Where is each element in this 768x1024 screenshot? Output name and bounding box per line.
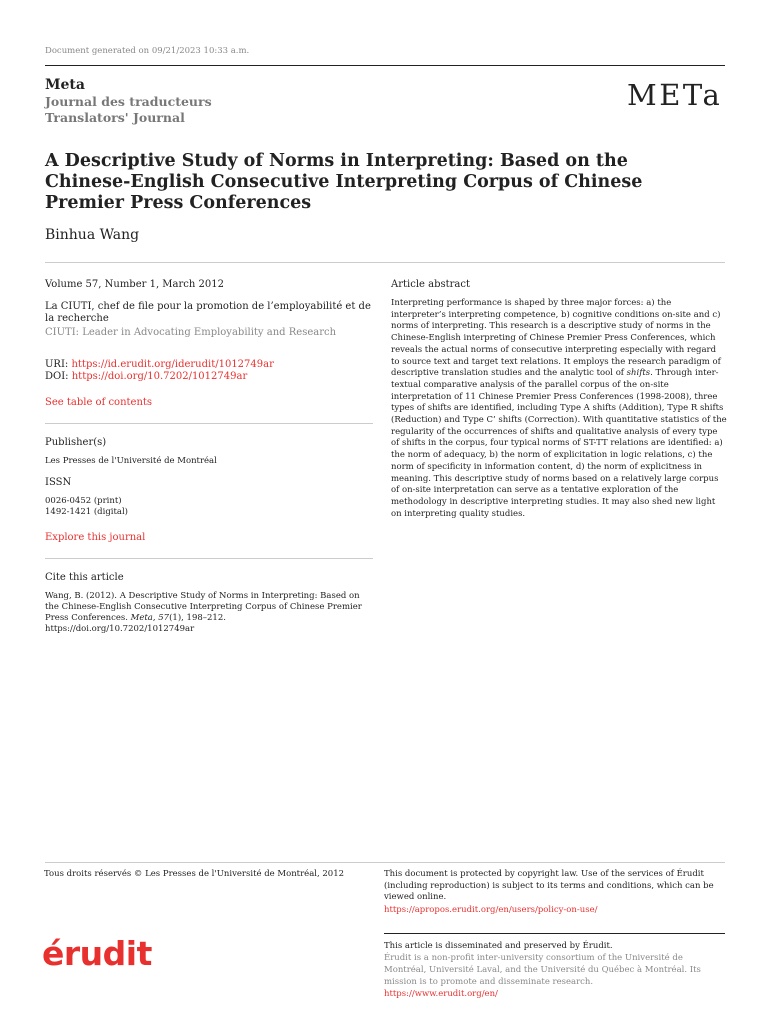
abstract-text bbox=[391, 298, 727, 520]
uri-label: URI: bbox=[45, 359, 69, 370]
citation-sep: , bbox=[152, 613, 159, 623]
citation-volume: 57 bbox=[158, 613, 170, 623]
meta-logo: METa bbox=[627, 78, 723, 112]
top-rule bbox=[45, 65, 725, 66]
doi-link[interactable]: https://doi.org/10.7202/1012749ar bbox=[71, 371, 248, 382]
toc-link[interactable]: See table of contents bbox=[45, 397, 153, 408]
metadata-column bbox=[45, 279, 375, 635]
policy-link[interactable]: https://apropos.erudit.org/en/users/policy-on-use/ bbox=[384, 904, 598, 915]
journal-name: Meta bbox=[45, 77, 85, 93]
citation-part: Wang, B. (2012). A Descriptive Study of Norms in Interpreting: Based on the Chinese-English Consecutive Interpreting Corpus of Chinese Premier Press Conferences. bbox=[45, 591, 362, 623]
citation-part: (1), 198–212. https://doi.org/10.7202/1012749ar bbox=[45, 613, 226, 634]
dissemination-block bbox=[384, 940, 724, 1000]
doi-line bbox=[45, 371, 375, 383]
journal-subtitle-en: Translators' Journal bbox=[45, 109, 185, 125]
abstract-column bbox=[391, 279, 727, 520]
article-author: Binhua Wang bbox=[45, 227, 140, 243]
uri-link[interactable]: https://id.erudit.org/iderudit/1012749ar bbox=[71, 359, 274, 370]
erudit-link[interactable]: https://www.erudit.org/en/ bbox=[384, 989, 498, 999]
issue-volume: Volume 57, Number 1, March 2012 bbox=[45, 279, 224, 290]
abstract-part: . Through inter-textual comparative analysis of the parallel corpus of the on-site interpretation of 11 Chinese Premier Press Conferences (1998-2008), three types of shifts are identified, including Type A shifts (Addition), Type R shifts (Reduction) and Type C’ shifts (Correction). With quantitative statistics of the regularity of the occurrences of shifts and qualitative analysis of every type of shifts in the corpus, four typical norms of ST-TT relations are identified: a) the norm of adequacy, b) the norm of explicitation in logic relations, c) the norm of specificity in information content, d) the norm of explicitness in meaning. This descriptive study of norms based on a relatively large corpus of on-site interpretation can serve as a tentative exploration of the methodology in descriptive interpreting studies. It may also shed new light on interpreting quality studies. bbox=[391, 368, 727, 519]
issn-digital: 1492-1421 (digital) bbox=[45, 507, 128, 517]
abstract-label: Article abstract bbox=[391, 279, 470, 290]
publisher-value: Les Presses de l'Université de Montréal bbox=[45, 456, 217, 466]
disseminated-text: This article is disseminated and preserved by Érudit. bbox=[384, 941, 613, 951]
journal-subtitle-fr: Journal des traducteurs bbox=[45, 94, 212, 109]
copyright-text: This document is protected by copyright law. Use of the services of Érudit (including reproduction) is subject to its terms and conditions, which can be viewed online. bbox=[384, 869, 714, 902]
consortium-text: Érudit is a non-profit inter-university consortium of the Université de Montréal, Université Laval, and the Université du Québec à Montréal. Its mission is to promote and disseminate research. bbox=[384, 953, 701, 987]
citation-text bbox=[45, 591, 375, 635]
cite-label: Cite this article bbox=[45, 572, 124, 583]
header-divider bbox=[45, 262, 725, 263]
issn-print: 0026-0452 (print) bbox=[45, 496, 122, 506]
issn-label: ISSN bbox=[45, 477, 72, 488]
footer-rule bbox=[384, 933, 725, 934]
issue-title-fr: La CIUTI, chef de file pour la promotion de l’employabilité et de la recherche bbox=[45, 301, 371, 324]
journal-header bbox=[45, 77, 212, 125]
erudit-logo: érudit bbox=[42, 934, 152, 973]
doi-label: DOI: bbox=[45, 371, 69, 382]
abstract-italic: shifts bbox=[626, 368, 651, 379]
uri-line bbox=[45, 359, 375, 371]
article-title: A Descriptive Study of Norms in Interpreting: Based on the Chinese-English Consecutive Interpreting Corpus of Chinese Premier Press Conferences bbox=[45, 151, 643, 213]
publisher-label: Publisher(s) bbox=[45, 437, 107, 448]
copyright-block bbox=[384, 869, 719, 916]
citation-journal: Meta bbox=[130, 613, 153, 623]
explore-journal-link[interactable]: Explore this journal bbox=[45, 532, 146, 543]
rights-statement: Tous droits réservés © Les Presses de l'Université de Montréal, 2012 bbox=[44, 869, 345, 879]
abstract-part: Interpreting performance is shaped by three major forces: a) the interpreter’s interpreting competence, b) cognitive conditions on-site and c) norms of interpreting. This research is a descriptive study of norms in the Chinese-English interpreting of Chinese Premier Press Conferences, which reveals the actual norms of consecutive interpreting especially with regard to source text and target text relations. It employs the research paradigm of descriptive translation studies and the analytic tool of bbox=[391, 298, 721, 379]
generated-date: Document generated on 09/21/2023 10:33 a.m. bbox=[45, 46, 250, 56]
divider bbox=[45, 558, 373, 559]
divider bbox=[45, 423, 373, 424]
issue-title-en: CIUTI: Leader in Advocating Employability and Research bbox=[45, 327, 337, 338]
footer-divider bbox=[45, 862, 725, 863]
